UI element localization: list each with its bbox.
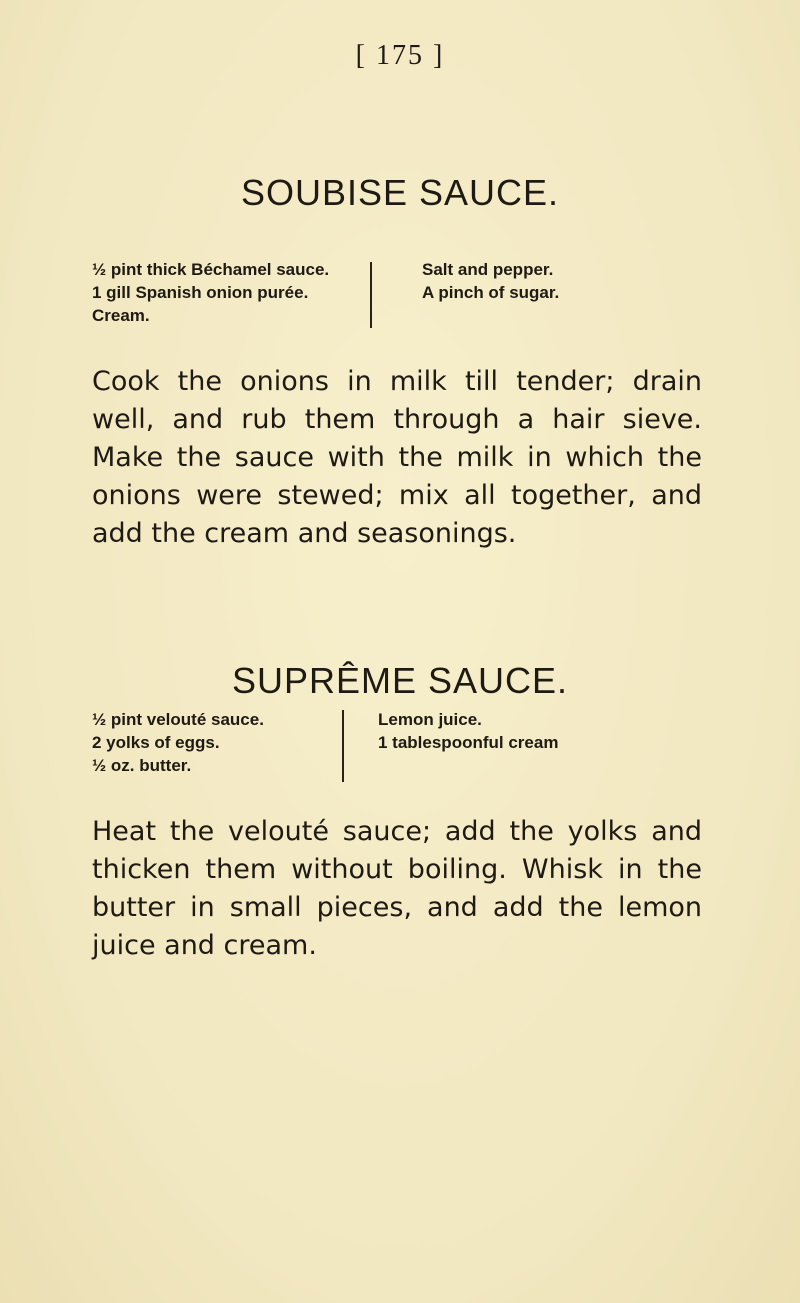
ingredients-left-column (92, 258, 329, 327)
ingredient-item: ½ pint velouté sauce. (92, 710, 264, 729)
method-soubise: Cook the onions in milk till tender; drain well, and rub them through a hair sieve. Make the sauce with the milk in which the onions were stewed; mix all together, and add the cream and seasonings. (92, 366, 702, 549)
ingredients-left-column (92, 708, 264, 777)
ingredients-right-column (378, 708, 558, 754)
page-number: [ 175 ] (355, 40, 445, 71)
ingredient-item: A pinch of sugar. (422, 283, 560, 302)
ingredient-item: ½ oz. butter. (92, 756, 192, 775)
ingredients-soubise (92, 258, 712, 330)
ingredient-item: 1 tablespoonful cream (378, 733, 559, 752)
section-title-supreme: SUPRÊME SAUCE. (231, 660, 569, 701)
method-supreme: Heat the velouté sauce; add the yolks and thicken them without boiling. Whisk in the butter in small pieces, and add the lemon juice and cream. (92, 816, 702, 961)
ingredients-supreme (92, 708, 712, 780)
column-divider (370, 262, 372, 328)
ingredient-item: Salt and pepper. (422, 260, 554, 279)
column-divider (342, 710, 344, 782)
ingredient-item: 2 yolks of eggs. (92, 733, 220, 752)
ingredients-right-column (422, 258, 559, 304)
ingredient-item: Cream. (92, 306, 150, 325)
ingredient-item: ½ pint thick Béchamel sauce. (92, 260, 330, 279)
ingredient-item: 1 gill Spanish onion purée. (92, 283, 309, 302)
section-title-soubise: SOUBISE SAUCE. (240, 172, 560, 213)
ingredient-item: Lemon juice. (378, 710, 482, 729)
